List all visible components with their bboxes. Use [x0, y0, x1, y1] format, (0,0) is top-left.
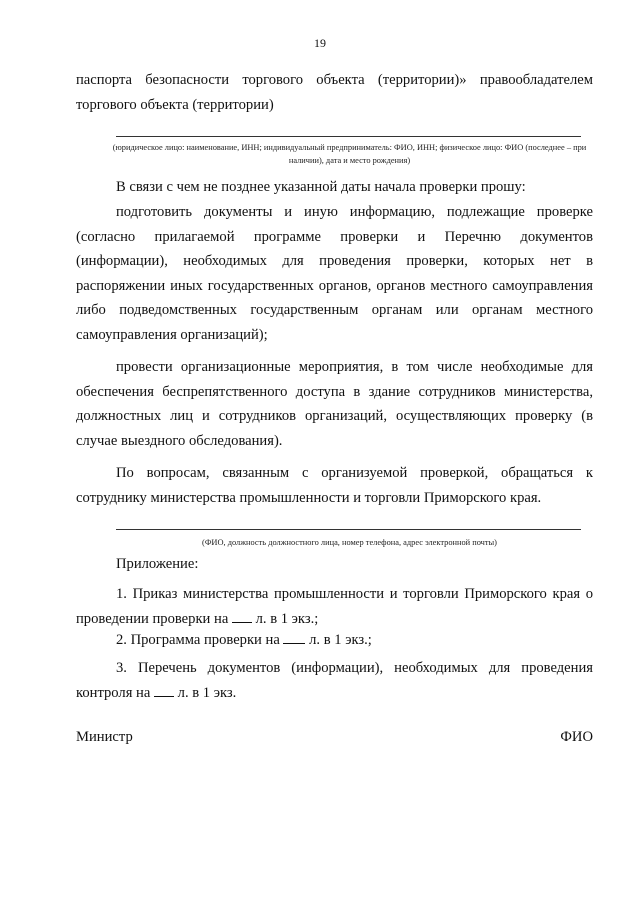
attachment-2-blank [283, 631, 305, 644]
request-intro: В связи с чем не позднее указанной даты начала проверки прошу: [116, 179, 526, 195]
owner-caption: (юридическое лицо: наименование, ИНН; индивидуальный предприниматель: ФИО, ИНН; физическое лицо: ФИО (последнее – при наличии), дата и место рождения) [112, 143, 587, 165]
attachment-item-2 [76, 628, 593, 653]
contact-caption: (ФИО, должность должностного лица, номер телефона, адрес электронной почты) [202, 538, 497, 547]
intro-paragraph: паспорта безопасности торгового объекта (территории)» правообладателем торгового объекта (территории) [76, 72, 593, 113]
owner-fill-line [116, 136, 581, 137]
contact-fill-line [116, 529, 581, 530]
attachment-item-3 [76, 656, 593, 705]
page-number: 19 [314, 36, 326, 50]
attachment-1-text: 1. Приказ министерства промышленности и торговли Приморского края о проведении проверки на [76, 586, 593, 627]
attachment-2-suffix: л. в 1 экз.; [309, 632, 372, 648]
attachment-1-blank [232, 610, 252, 623]
contact-paragraph: По вопросам, связанным с организуемой проверкой, обращаться к сотруднику министерства промышленности и торговли Приморского края. [76, 465, 593, 506]
attachment-3-blank [154, 684, 174, 697]
attachment-item-1 [76, 582, 593, 631]
signature-name: ФИО [560, 729, 593, 745]
request-item-access: провести организационные мероприятия, в том числе необходимые для обеспечения беспрепятственного доступа в здание сотрудников министерства, должностных лиц и сотрудников организаций, осуществляющих проверку (в случае выездного обследования). [76, 359, 593, 449]
request-item-documents: подготовить документы и иную информацию, подлежащие проверке (согласно прилагаемой программе проверки и Перечню документов (информации), необходимых для проведения проверки, которых нет в распоряжении иных государственных органов, органов местного самоуправления либо подведомственных государственным органам или органам местного самоуправления организаций); [76, 204, 593, 343]
attachment-2-text: 2. Программа проверки на [116, 632, 280, 648]
attachment-3-text: 3. Перечень документов (информации), необходимых для проведения контроля на [76, 660, 593, 701]
attachment-1-suffix: л. в 1 экз.; [255, 610, 319, 627]
attachments-heading: Приложение: [116, 556, 199, 572]
attachment-3-suffix: л. в 1 экз. [177, 684, 237, 701]
signature-role: Министр [76, 729, 133, 745]
